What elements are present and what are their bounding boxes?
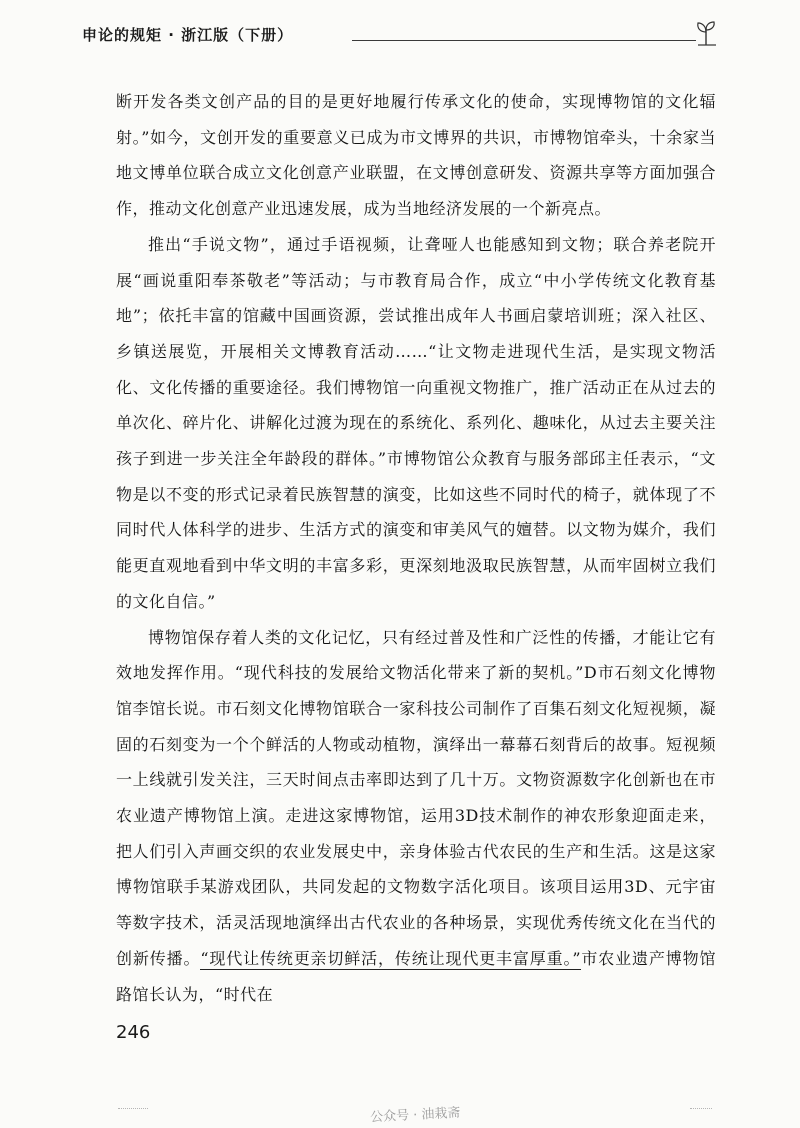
scan-artifact bbox=[118, 1108, 148, 1111]
scan-artifact bbox=[690, 1108, 712, 1111]
paragraph-text: 断开发各类文创产品的目的是更好地履行传承文化的使命，实现博物馆的文化辐射。”如今，文创开发的重要意义已成为市文博界的共识，市博物馆牵头，十余家当地文博单位联合成立文化创意产业联盟，在文博创意研发、资源共享等方面加强合作，推动文化创意产业迅速发展，成为当地经济发展的一个新亮点。 bbox=[116, 92, 716, 219]
paragraph bbox=[116, 227, 716, 620]
paragraph bbox=[116, 84, 716, 227]
header-rule bbox=[352, 40, 696, 41]
page-header bbox=[82, 20, 718, 50]
paragraph-text: 市农业遗产博物馆路馆长认为，“时代在 bbox=[116, 948, 716, 1004]
watermark-text: 公众号 · 油栽斋 bbox=[369, 1105, 461, 1126]
article-body bbox=[116, 84, 716, 1012]
paragraph-text: 博物馆保存着人类的文化记忆，只有经过普及性和广泛性的传播，才能让它有效地发挥作用。“现代科技的发展给文物活化带来了新的契机。”D市石刻文化博物馆李馆长说。市石刻文化博物馆联合一家科技公司制作了百集石刻文化短视频，凝固的石刻变为一个个鲜活的人物或动植物，演绎出一幕幕石刻背后的故事。短视频一上线就引发关注，三天时间点击率即达到了几十万。文物资源数字化创新也在市农业遗产博物馆上演。走进这家博物馆，运用3D技术制作的神农形象迎面走来，把人们引入声画交织的农业发展史中，亲身体验古代农民的生产和生活。这是这家博物馆联手某游戏团队，共同发起的文物数字活化项目。该项目运用3D、元宇宙等数字技术，活灵活现地演绎出古代农业的各种场景，实现优秀传统文化在当代的创新传播。 bbox=[116, 627, 716, 968]
leaf-ornament-icon bbox=[694, 20, 718, 46]
page-number: 246 bbox=[116, 1022, 151, 1043]
paragraph-text: 推出“手说文物”，通过手语视频，让聋哑人也能感知到文物；联合养老院开展“画说重阳奉茶敬老”等活动；与市教育局合作，成立“中小学传统文化教育基地”；依托丰富的馆藏中国画资源，尝试推出成年人书画启蒙培训班；深入社区、乡镇送展览，开展相关文博教育活动……“让文物走进现代生活，是实现文物活化、文化传播的重要途径。我们博物馆一向重视文物推广，推广活动正在从过去的单次化、碎片化、讲解化过渡为现在的系统化、系列化、趣味化，从过去主要关注孩子到进一步关注全年龄段的群体。”市博物馆公众教育与服务部邱主任表示，“文物是以不变的形式记录着民族智慧的演变，比如这些不同时代的椅子，就体现了不同时代人体科学的进步、生活方式的演变和审美风气的嬗替。以文物为媒介，我们能更直观地看到中华文明的丰富多彩，更深刻地汲取民族智慧，从而牢固树立我们的文化自信。” bbox=[116, 234, 716, 611]
underlined-quote: “现代让传统更亲切鲜活，传统让现代更丰富厚重。” bbox=[200, 948, 582, 968]
paragraph bbox=[116, 620, 716, 1013]
running-header-title: 申论的规矩 · 浙江版（下册） bbox=[82, 26, 294, 44]
